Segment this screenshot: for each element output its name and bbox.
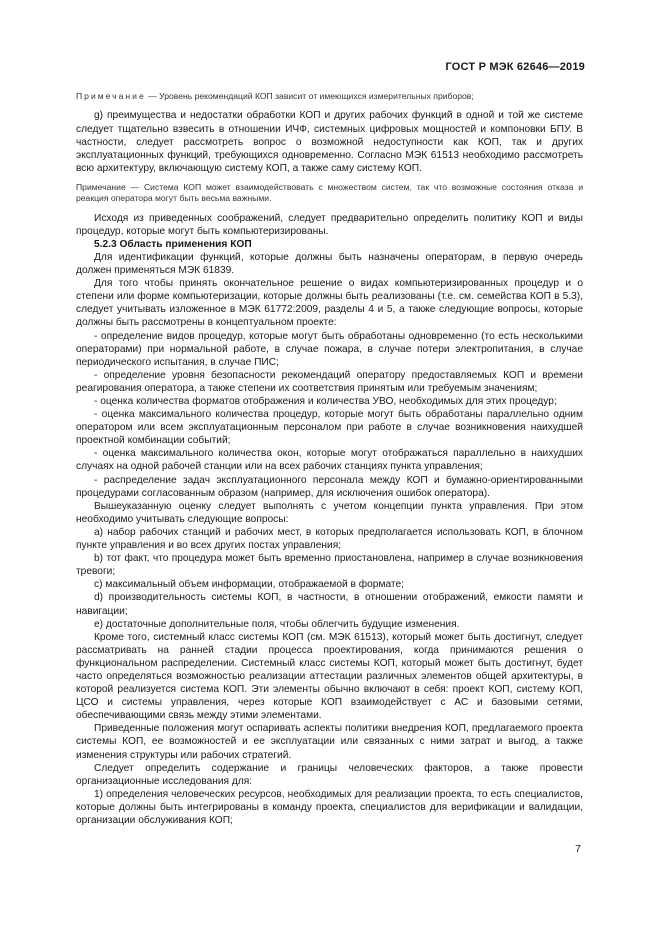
section-heading: 5.2.3 Область применения КОП <box>94 238 252 250</box>
list-item: - определение видов процедур, которые могут быть обработаны одновременно (то есть несколькими операторами) при нормальной работе, в случае пожара, в случае потери электропитания, в случае периодического испытания, в случае ПИС; <box>76 330 583 368</box>
paragraph-policy: Исходя из приведенных соображений, следует предварительно определить политику КОП и виды процедур, которые могут быть компьютеризированы. <box>76 212 583 237</box>
list-item: - оценка максимального количества окон, которые могут отображаться параллельно в наихудших случаях на одной рабочей станции или на всех рабочих станциях пункта управления; <box>76 448 583 473</box>
list-item: c) максимальный объем информации, отображаемой в формате; <box>94 579 404 591</box>
list-item: - определение уровня безопасности рекомендаций оператору предоставляемых КОП и времени реагирования оператора, а также степени их соответствия принятым или требуемым значениям; <box>76 369 583 394</box>
list-item: 1) определения человеческих ресурсов, необходимых для реализации проекта, то есть специалистов, которые должны быть интегрированы в команду проекта, специалистов для верификации и валидации, организации обслуживания КОП; <box>76 788 583 826</box>
paragraph: Следует определить содержание и границы человеческих факторов, а также провести организационные исследования для: <box>76 762 583 787</box>
section-paragraphs <box>76 251 583 827</box>
list-item: - оценка максимального количества процедур, которые могут быть обработаны параллельно одним оператором или всем эксплуатационным персоналом при работе в случае возникновения наихудшей проектной комбинации событий; <box>76 409 583 447</box>
paragraph: Для того чтобы принять окончательное решение о видах компьютеризированных процедур и о степени или форме компьютеризации, которые должны быть реализованы (т.е. см. семейства КОП в 5.3), следует учитывать изложенное в МЭК 61772:2009, разделы 4 и 5, а также следующие вопросы, которые должны быть рассмотрены в концептуальном проекте: <box>76 278 583 329</box>
page-number: 7 <box>575 843 581 855</box>
list-item: а) набор рабочих станций и рабочих мест, в которых предполагается использовать КОП, в блочном пункте управления и во всех других постах управления; <box>76 526 583 552</box>
paragraph: Вышеуказанную оценку следует выполнять с учетом концепции пункта управления. При этом необходимо учитывать следующие вопросы: <box>76 500 583 525</box>
document-body <box>76 91 583 827</box>
list-item: - распределение задач эксплуатационного персонала между КОП и бумажно-ориентированными процедурами согласованным образом (например, для исключения ошибок оператора). <box>76 474 583 499</box>
list-item: - оценка количества форматов отображения и количества УВО, необходимых для этих процедур; <box>94 396 557 407</box>
paragraph-g: g) преимущества и недостатки обработки КОП и других рабочих функций в одной и той же системе следует тщательно взвесить в отношении ИЧФ, системных цифровых мощностей и компоновки БПУ. В частности, следует рассмотреть вопрос о возможной недоступности как КОП, так и других эксплуатационных функций, требующихся одновременно. Согласно МЭК 61513 необходимо рассмотреть всю архитектуру, включающую систему КОП, а также саму систему КОП. <box>76 110 583 174</box>
note-measurement <box>76 91 583 102</box>
list-item: b) тот факт, что процедура может быть временно приостановлена, например в случае возникновения тревоги; <box>76 553 583 578</box>
note-label: Примечание <box>76 91 146 101</box>
list-item: d) производительность системы КОП, в частности, в отношении отображений, емкости памяти и навигации; <box>76 592 583 617</box>
paragraph: Приведенные положения могут оспаривать аспекты политики внедрения КОП, предлагаемого проекта системы КОП, ее возможностей и ее эксплуатации или связанных с ними затрат и выгод, а также изменения структуры или рабочих стратегий. <box>76 723 583 761</box>
paragraph: Для идентификации функций, которые должны быть назначены операторам, в первую очередь должен применяться МЭК 61839. <box>76 251 583 277</box>
paragraph: Кроме того, системный класс системы КОП (см. МЭК 61513), который может быть достигнут, следует рассматривать на ранней стадии процесса проектирования, когда принимаются решения о функциональном распределении. Системный класс системы КОП, который может быть достигнут, будет часто определяться возможностью реализации аттестации различных элементов общей архитектуры, в которой реализуется система КОП. Эти элементы обычно включают в себя: проект КОП, систему КОП, ЦСО и системы управления, через которые КОП взаимодействует с АС и базовыми сетями, обеспечивающими связь между этими элементами. <box>76 631 583 722</box>
note-system: Примечание — Система КОП может взаимодействовать с множеством систем, так что возможные состояния отказа и реакция оператора могут быть весьма важными. <box>76 181 583 204</box>
document-code-header: ГОСТ Р МЭК 62646—2019 <box>445 61 585 73</box>
note-text: — Уровень рекомендаций КОП зависит от имеющихся измерительных приборов; <box>145 91 474 101</box>
list-item: e) достаточные дополнительные поля, чтобы облегчить будущие изменения. <box>94 618 460 630</box>
